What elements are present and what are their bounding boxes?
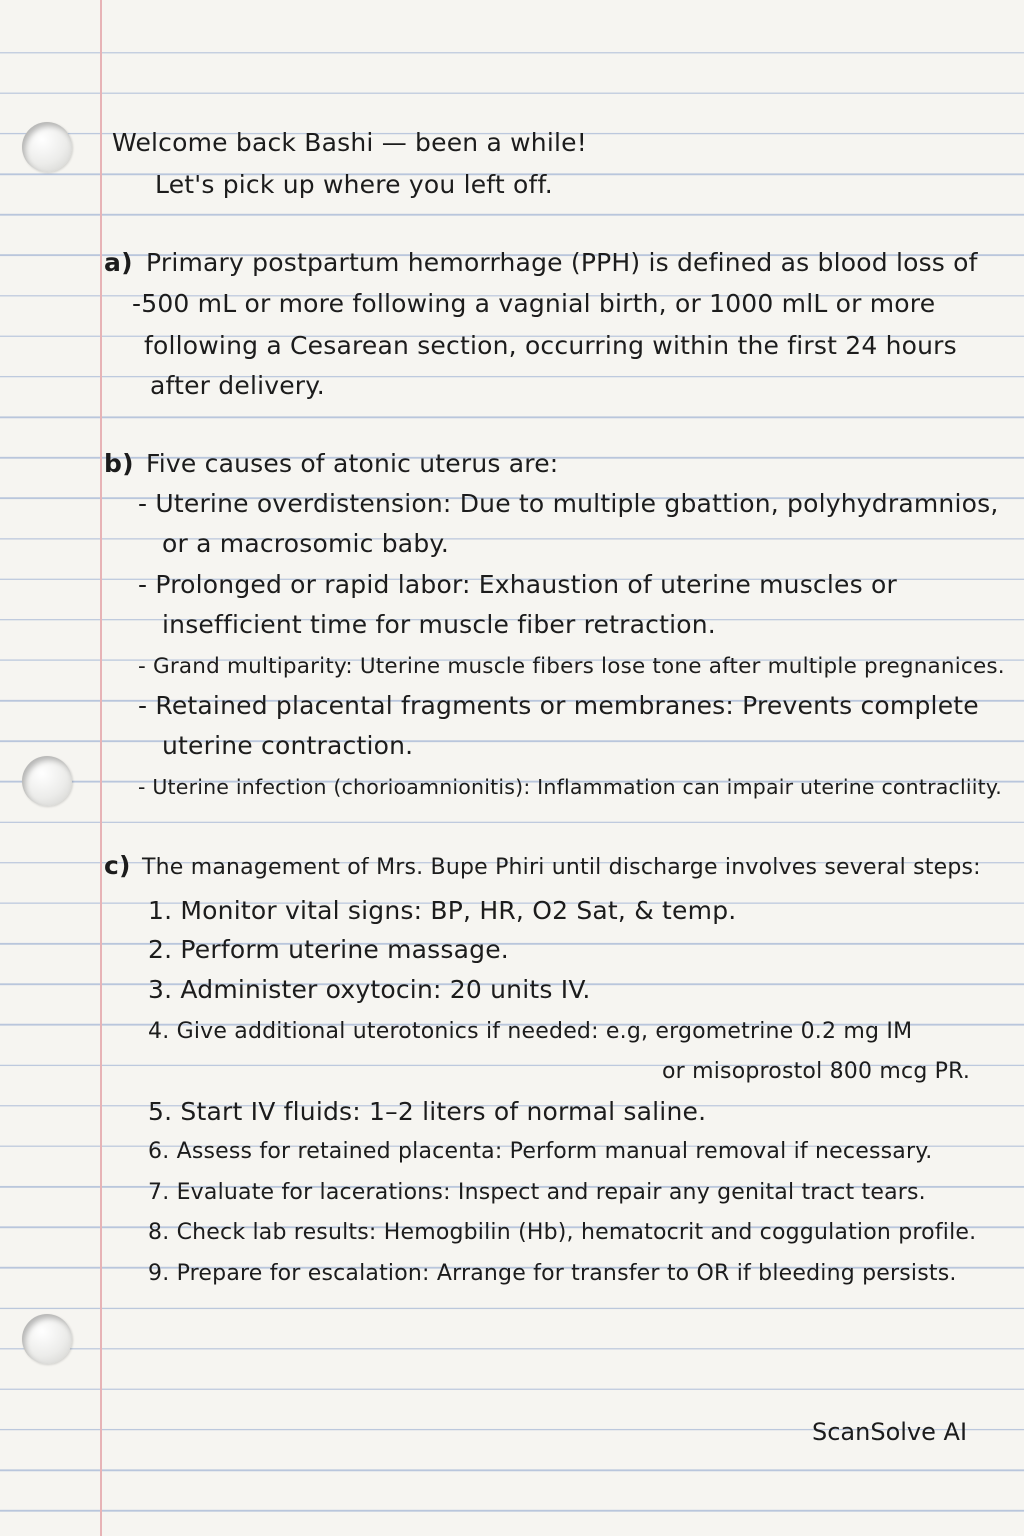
section-c-step-continuation: or misoprostol 800 mcg PR. xyxy=(662,1059,971,1084)
section-b-line: - Uterine infection (chorioamnionitis): Inflammation can impair uterine contracliity. xyxy=(138,775,1003,799)
section-a-line: Primary postpartum hemorrhage (PPH) is defined as blood loss of xyxy=(146,248,978,277)
section-c-step: 3. Administer oxytocin: 20 units IV. xyxy=(148,975,591,1004)
punch-hole-bottom xyxy=(22,1314,72,1364)
section-b-line: - Uterine overdistension: Due to multiple gbattion, polyhydramnios, xyxy=(138,489,999,518)
section-a-label: a) xyxy=(104,248,133,277)
section-a-line: following a Cesarean section, occurring within the first 24 hours xyxy=(144,331,957,360)
section-c-step: 4. Give additional uterotonics if needed: e.g, ergometrine 0.2 mg IM xyxy=(148,1019,913,1044)
margin-line xyxy=(100,0,102,1536)
section-b-line: - Retained placental fragments or membranes: Prevents complete xyxy=(138,691,979,720)
section-c-step: 8. Check lab results: Hemogbilin (Hb), hematocrit and coggulation profile. xyxy=(148,1220,977,1245)
section-a-line: after delivery. xyxy=(150,371,325,400)
section-b-label: b) xyxy=(104,449,134,478)
section-b-line: - Prolonged or rapid labor: Exhaustion of uterine muscles or xyxy=(138,570,897,599)
punch-hole-middle xyxy=(22,756,72,806)
section-b-intro: Five causes of atonic uterus are: xyxy=(146,449,559,478)
punch-hole-top xyxy=(22,122,72,172)
section-c-step: 7. Evaluate for lacerations: Inspect and repair any genital tract tears. xyxy=(148,1180,926,1205)
section-b-line: - Grand multiparity: Uterine muscle fibers lose tone after multiple pregnanices. xyxy=(138,654,1005,679)
section-c-intro: The management of Mrs. Bupe Phiri until discharge involves several steps: xyxy=(142,855,981,880)
section-b-line: uterine contraction. xyxy=(162,731,414,760)
section-c-step: 5. Start IV fluids: 1–2 liters of normal saline. xyxy=(148,1097,707,1126)
greeting-line-1: Welcome back Bashi — been a while! xyxy=(112,128,587,157)
section-c-step: 6. Assess for retained placenta: Perform manual removal if necessary. xyxy=(148,1139,933,1164)
section-b-line: or a macrosomic baby. xyxy=(162,529,449,558)
signature: ScanSolve AI xyxy=(812,1418,968,1446)
section-a-line: -500 mL or more following a vagnial birth, or 1000 mlL or more xyxy=(132,289,936,318)
section-c-step: 9. Prepare for escalation: Arrange for transfer to OR if bleeding persists. xyxy=(148,1261,957,1286)
section-c-step: 2. Perform uterine massage. xyxy=(148,935,509,964)
section-c-step: 1. Monitor vital signs: BP, HR, O2 Sat, & temp. xyxy=(148,896,737,925)
greeting-line-2: Let's pick up where you left off. xyxy=(155,170,553,199)
section-c-label: c) xyxy=(104,851,131,880)
section-b-line: insefficient time for muscle fiber retraction. xyxy=(162,610,716,639)
